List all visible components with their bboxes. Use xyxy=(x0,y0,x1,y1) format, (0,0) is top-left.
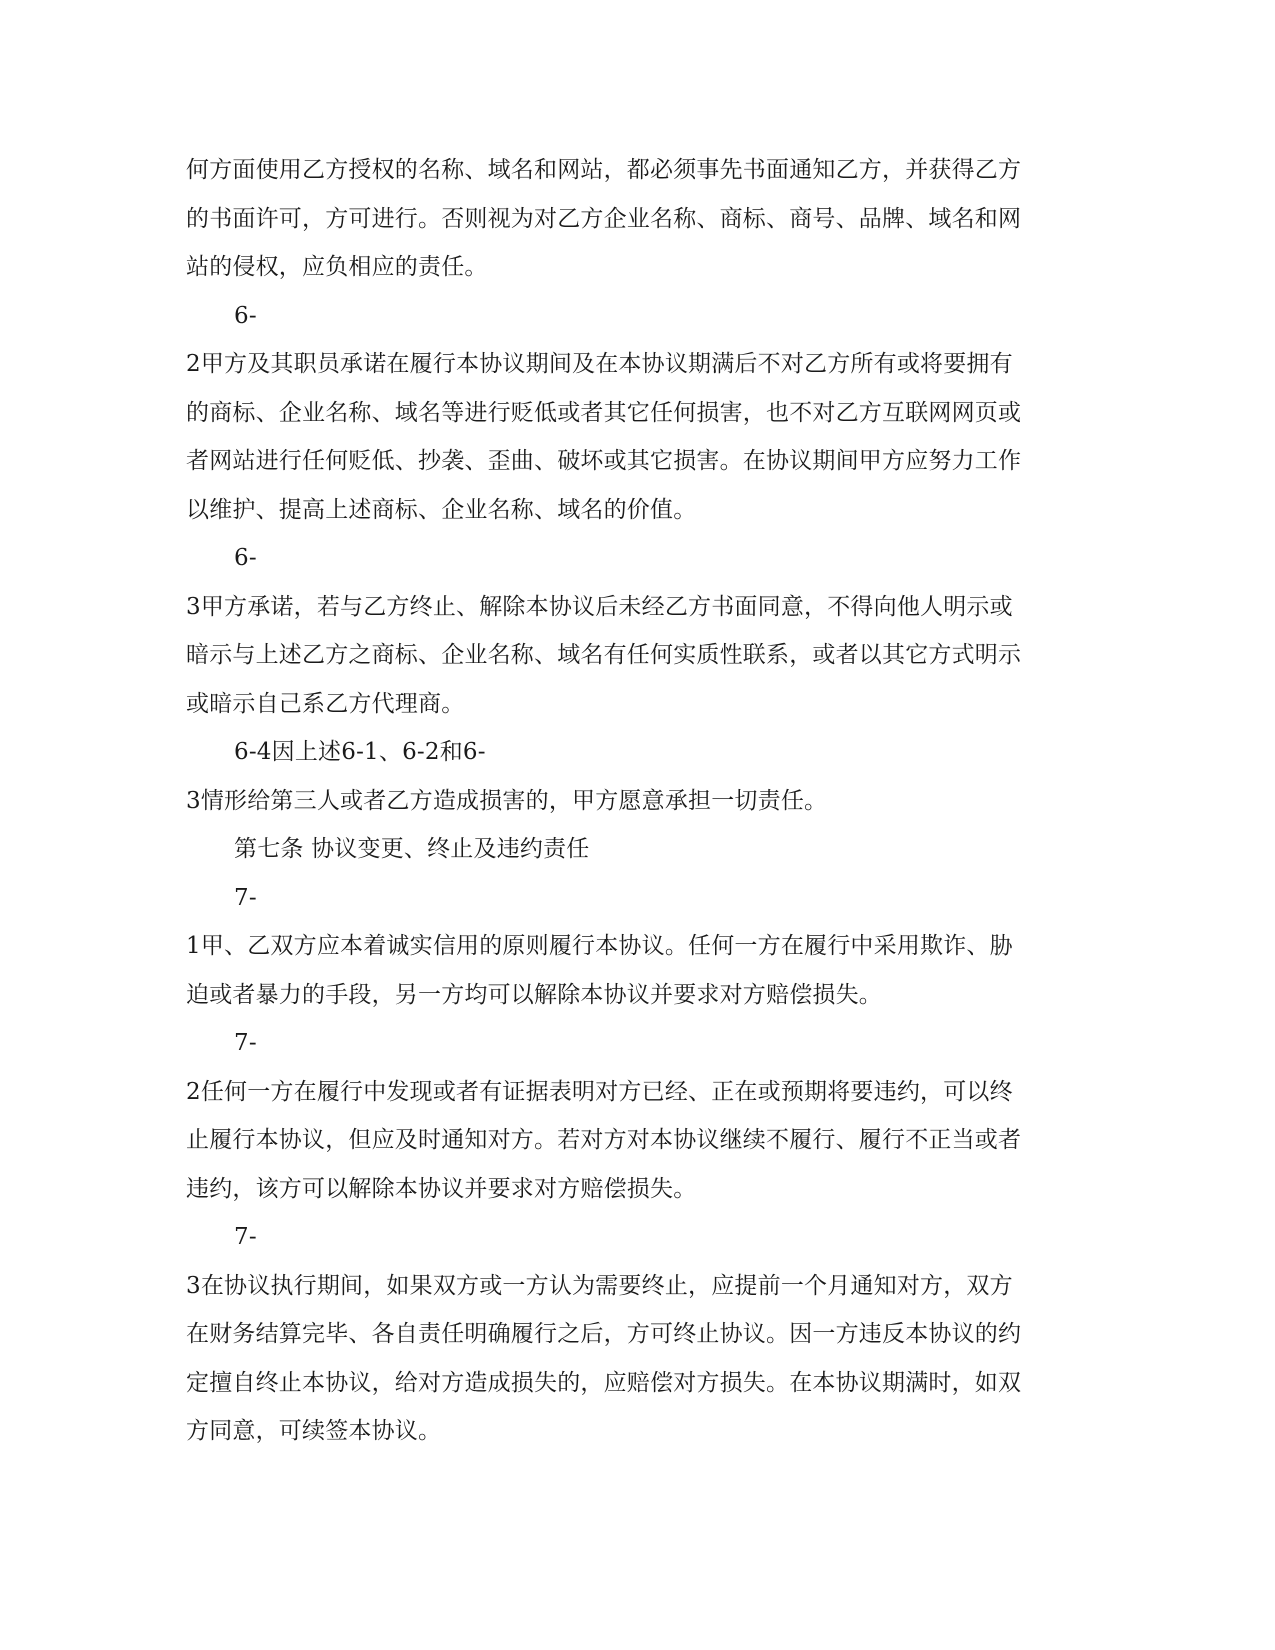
clause-number: 6- xyxy=(234,302,257,329)
text-line: 以维护、提高上述商标、企业名称、域名的价值。 xyxy=(186,496,697,523)
clause-number: 7- xyxy=(234,1224,257,1250)
text-line: 止履行本协议，但应及时通知对方。若对方对本协议继续不履行、履行不正当或者 xyxy=(186,1127,1022,1153)
text-line: 违约，该方可以解除本协议并要求对方赔偿损失。 xyxy=(186,1175,697,1202)
text-line: 3甲方承诺，若与乙方终止、解除本协议后未经乙方书面同意，不得向他人明示或 xyxy=(186,593,1013,620)
text-line: 2甲方及其职员承诺在履行本协议期间及在本协议期满后不对乙方所有或将要拥有 xyxy=(186,351,1013,377)
text-line: 2任何一方在履行中发现或者有证据表明对方已经、正在或预期将要违约，可以终 xyxy=(186,1078,1013,1105)
text-line: 者网站进行任何贬低、抄袭、歪曲、破坏或其它损害。在协议期间甲方应努力工作 xyxy=(186,448,1022,474)
document-body xyxy=(186,146,1086,1456)
text-line: 站的侵权，应负相应的责任。 xyxy=(186,254,488,280)
section-heading: 第七条 协议变更、终止及违约责任 xyxy=(234,836,590,862)
clause-number: 7- xyxy=(234,884,257,911)
text-line: 暗示与上述乙方之商标、企业名称、域名有任何实质性联系，或者以其它方式明示 xyxy=(186,642,1022,668)
text-line: 迫或者暴力的手段，另一方均可以解除本协议并要求对方赔偿损失。 xyxy=(186,981,882,1008)
text-line: 或暗示自己系乙方代理商。 xyxy=(186,690,465,717)
clause-number: 7- xyxy=(234,1030,257,1056)
text-line: 在财务结算完毕、各自责任明确履行之后，方可终止协议。因一方违反本协议的约 xyxy=(186,1321,1022,1347)
text-line: 何方面使用乙方授权的名称、域名和网站，都必须事先书面通知乙方，并获得乙方 xyxy=(186,157,1022,183)
clause-number: 6-4因上述6-1、6-2和6- xyxy=(234,739,486,765)
text-line: 的书面许可，方可进行。否则视为对乙方企业名称、商标、商号、品牌、域名和网 xyxy=(186,205,1022,232)
clause-number: 6- xyxy=(234,545,257,571)
text-line: 方同意，可续签本协议。 xyxy=(186,1418,442,1444)
text-line: 的商标、企业名称、域名等进行贬低或者其它任何损害，也不对乙方互联网网页或 xyxy=(186,399,1022,426)
text-line: 3在协议执行期间，如果双方或一方认为需要终止，应提前一个月通知对方，双方 xyxy=(186,1272,1013,1299)
text-line: 3情形给第三人或者乙方造成损害的，甲方愿意承担一切责任。 xyxy=(186,787,828,814)
text-line: 定擅自终止本协议，给对方造成损失的，应赔偿对方损失。在本协议期满时，如双 xyxy=(186,1369,1022,1396)
text-line: 1甲、乙双方应本着诚实信用的原则履行本协议。任何一方在履行中采用欺诈、胁 xyxy=(186,933,1013,959)
